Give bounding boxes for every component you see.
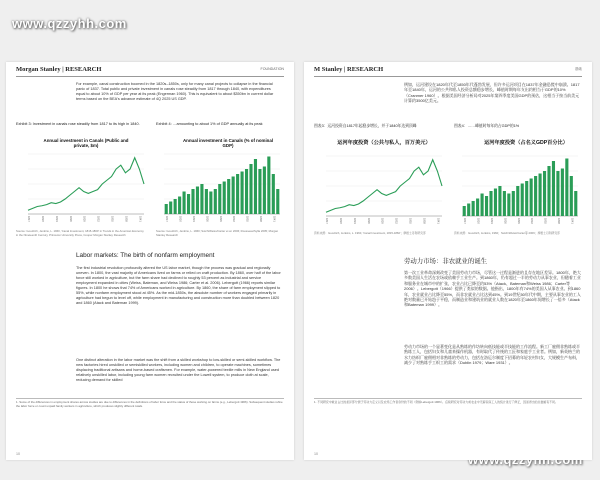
chart-title-2: 运河年度投资（占名义GDP百分比） xyxy=(484,140,568,146)
left-page xyxy=(6,62,294,460)
body-paragraph-2: 劳动力市场的一个显著变化是从熟练的作坊转向低技能或半技能的工作流程。新工厂雇佣非熟练或半熟练工人，包括妇女和儿童来操作机器，有时取代了传统的工匠和家庭手工业者。例如，新英格兰的水力纺织厂雇佣相对非熟练的劳动力，包括在洛厄尔制度下招募的年轻农村妇女，大规模生产布料，减少了对熟练手工织工的需求（Dublin 1979；Ware 1931）。 xyxy=(404,344,580,366)
line-chart-canal-investment xyxy=(22,152,146,224)
tick-label: 1838 xyxy=(124,216,128,222)
tick-label: 1817 xyxy=(165,216,169,222)
bar xyxy=(481,194,484,217)
right-page xyxy=(304,62,592,460)
bar xyxy=(183,192,186,215)
bar xyxy=(245,169,248,214)
bar xyxy=(205,189,208,214)
tick-label: 1835 xyxy=(408,218,412,224)
tick-label: 1841 xyxy=(138,216,142,222)
body-paragraph-1: The first industrial revolution profoundly altered the US labor market, though the process was gradual and regionally uneven. In 1800, the vast majority of Americans lived on farms or relied on craft production. By 1860, over half of the labor force still worked in agriculture, but the farm share had declined to roughly 53 percent as industrial and service employment expanded in cities (Weiss, Bateman, and Weiss 1986; Carter et al. 2006). Lebergott (1966) reports similar figures. In 1800 he shows that 74% of Americans worked in agriculture. By 1860, the share of farm employment slipped to 55%, while nonfarm employment stood at 45%. As the mid-1850s, the absolute number of workers engaged primarily in agriculture had begun to level off, while employment in manufacturing and construction more than doubled between 1820 and 1860 (Atack and Bateman 1999). xyxy=(76,266,281,305)
bar xyxy=(249,164,252,214)
bar xyxy=(174,199,177,214)
tick-label: 1820 xyxy=(338,218,342,224)
bar xyxy=(232,177,235,215)
tick-label: 1835 xyxy=(245,216,249,222)
page-number: 10 xyxy=(314,452,318,456)
tick-label: 1817 xyxy=(325,218,328,224)
bar xyxy=(539,174,542,217)
bar xyxy=(276,189,279,214)
source-note-2: Source: Goodrich, Jenkins, L. 1960; Sutch/Weiss/Carter et al. 2006; Rousseau/Sylla 2005; Morgan Stanley Research xyxy=(156,229,279,237)
tick-label: 1820 xyxy=(178,216,182,222)
watermark-top: www.qzzyhh.com xyxy=(12,16,127,31)
bar xyxy=(574,191,577,216)
bar-chart-canal-gdp xyxy=(456,154,580,226)
bar xyxy=(254,159,257,214)
page-header xyxy=(16,66,284,77)
tick-label: 1823 xyxy=(352,218,356,224)
bar xyxy=(534,176,537,216)
bar xyxy=(489,191,492,216)
source-note-1: Source: Goodrich, Jenkins, L. 1960, 'Canal Investment, 1815-1860' in Trends in the American Economy in the Nineteenth Century, Princeton University Press, Cooper Morgan Stanley Research xyxy=(16,229,144,237)
tick-label: 1838 xyxy=(422,218,426,224)
tick-label: 1841 xyxy=(570,218,574,224)
bar xyxy=(241,172,244,215)
bar xyxy=(272,174,275,214)
bar xyxy=(236,174,239,214)
tick-label: 1823 xyxy=(490,218,493,224)
exhibit-caption-1: Exhibit 3: Investment in canals rose steadily from 1817 to its high in 1840. xyxy=(16,122,140,126)
bar xyxy=(463,206,466,216)
bar xyxy=(223,182,226,215)
bar xyxy=(178,197,181,215)
bar xyxy=(214,189,217,214)
bar xyxy=(467,204,470,217)
bar xyxy=(476,199,479,217)
bar xyxy=(191,189,194,214)
header-label: FOUNDATION xyxy=(260,67,284,71)
brand-logo: M Stanley | RESEARCH xyxy=(314,66,384,73)
tick-label: 1841 xyxy=(272,216,276,222)
body-paragraph-2: One distinct alteration in the labor market was the shift from a skilled workshop to low-skilled or semi-skilled workflow. The new factories hired unskilled or semiskilled workers, including women and children, to operate machines, sometimes displacing traditional artisans and home-based craftsmen. For example, water-powered textile mills in New England used relatively unskilled labor, including young farm women recruited under the Lowell system, to produce cloth at scale, reducing demand for skilled xyxy=(76,358,281,382)
page-number: 10 xyxy=(16,452,20,456)
tick-label: 1832 xyxy=(394,218,398,224)
bar xyxy=(561,169,564,217)
bar xyxy=(169,202,172,215)
exhibit-caption-2: Exhibit 4: …amounting to about 1% of GDP annually at its peak xyxy=(156,122,263,126)
source-note-1: 资料来源：Goodrich, Jenkins, L. 1960, 'Canal Investment, 1815-1860'；摩根士丹利研究部 xyxy=(314,231,426,235)
intro-paragraph: 例如，运河建设在1820年代至1850年代蓬勃发展，但许多运河项目在1837年金融恐慌中崩溃。1817年至1840年，运河的公共和私人投资总额稳步增长，峰值时期每年支出约相当于GDP的10%（Cranmer 1960）。根据美国经济分析局对2025年第四季度美国GDP的预估，这相当于按当前美元计算约3500亿美元。 xyxy=(404,82,580,104)
bar xyxy=(472,201,475,216)
tick-label: 1829 xyxy=(516,218,520,224)
source-note-2: 资料来源：Goodrich, Jenkins, 1960；Sutch/Weiss/Carter等 2006；摩根士丹利研究部 xyxy=(454,231,560,235)
tick-label: 1829 xyxy=(218,216,222,222)
tick-label: 1841 xyxy=(436,218,440,224)
tick-label: 1826 xyxy=(205,216,209,222)
brand-logo: Morgan Stanley | RESEARCH xyxy=(16,66,102,73)
bar xyxy=(200,184,203,214)
bar xyxy=(516,186,519,216)
bar xyxy=(512,191,515,216)
footnote: 1. Some of the differences in employment shares across studies are due to differences in the definitions of labor force and the status of those working on farms (e.g., Lebergott 1966). Subsequent studies refine the labor force or count unpaid family workers in agriculture, which produces slightly different totals. xyxy=(16,400,283,408)
bar xyxy=(165,204,168,214)
bar xyxy=(521,184,524,217)
bar xyxy=(267,157,270,215)
bar xyxy=(556,171,559,216)
tick-label: 1829 xyxy=(82,216,86,222)
bar xyxy=(525,181,528,216)
bar xyxy=(543,171,546,216)
tick-label: 1835 xyxy=(543,218,547,224)
tick-label: 1832 xyxy=(530,218,534,224)
intro-paragraph: For example, canal construction boomed in the 1820s–1850s, only for many canal projects to collapse in the financial panic of 1837. Total public and private investment in canals rose steadily from 1817 through 1840, with expenditures equal to about 10% of GDP per year at its peak (Engerman 1960). This is equivalent to about $350bn in current dollar terms based on the BEA's advance estimate of 4Q 2025 US GDP. xyxy=(76,82,274,101)
tick-label: 1817 xyxy=(27,216,30,222)
tick-label: 1832 xyxy=(96,216,100,222)
chart-title-1: 运河年度投资（公共与私人，百万美元） xyxy=(337,140,431,146)
line-chart-canal-investment xyxy=(320,154,444,226)
bar xyxy=(547,166,550,216)
tick-label: 1823 xyxy=(54,216,58,222)
bar xyxy=(196,187,199,215)
bar xyxy=(498,186,501,216)
tick-label: 1823 xyxy=(192,216,195,222)
tick-label: 1838 xyxy=(556,218,560,224)
bar xyxy=(227,179,230,214)
tick-label: 1826 xyxy=(68,216,72,222)
bar xyxy=(503,191,506,216)
bar xyxy=(258,169,261,214)
exhibit-caption-1: 图表3：运河投资自1817年起稳步增长，并于1840年达到顶峰 xyxy=(314,124,417,128)
header-label: 基础 xyxy=(574,67,582,71)
body-paragraph-1: 第一次工业革命深刻改变了美国劳动力市场，尽管这一过程是渐进的且存在地区差异。1800年，绝大多数美国人生活在农场或依赖手工业生产。到1860年，仍有超过一半的劳动力从事农业，但随着工业和服务业在城市中的扩张，农业占比已降至约53%（Atack、Bateman和Weiss 1986；Carter等 2006）。Lebergott（1966）提供了类似的数据。他指出，1800年有74%的美国人从事农业。到1860年，农业就业占比降至55%，而非农就业占比达到45%。到19世纪50年代中期，主要从事农业的工人绝对数量已开始趋于平稳，而制造业和建筑业的就业人数在1820年至1860年间增长了一倍多（Atack和Bateman 1999）。 xyxy=(404,270,581,308)
bar xyxy=(565,159,568,217)
tick-label: 1817 xyxy=(463,218,467,224)
bar xyxy=(187,194,190,214)
tick-label: 1829 xyxy=(380,218,384,224)
tick-label: 1826 xyxy=(366,218,370,224)
bar xyxy=(485,196,488,216)
exhibit-caption-2: 图表4：……峰值时每年约占GDP的1% xyxy=(454,124,520,128)
tick-label: 1820 xyxy=(40,216,44,222)
bar xyxy=(530,179,533,217)
section-heading: Labor markets: The birth of nonfarm employment xyxy=(76,252,215,259)
bar-chart-canal-gdp xyxy=(158,152,282,224)
bar xyxy=(507,194,510,217)
bar xyxy=(570,176,573,216)
tick-label: 1826 xyxy=(503,218,507,224)
page-header xyxy=(314,66,582,77)
tick-label: 1820 xyxy=(476,218,480,224)
tick-label: 1832 xyxy=(232,216,236,222)
bar xyxy=(218,184,221,214)
tick-label: 1838 xyxy=(258,216,262,222)
section-heading: 劳动力市场：非农就业的诞生 xyxy=(404,258,488,265)
chart-title-1: Annual investment in Canals (Public and private, $m) xyxy=(43,138,129,149)
bar xyxy=(263,167,266,215)
bar xyxy=(209,192,212,215)
chart-title-2: Annual investment in Canals (% of nominal GDP) xyxy=(182,138,274,149)
bar xyxy=(552,161,555,216)
footnote: 1. 不同研究中就业占比的差异部分源于劳动力定义以及农场工作者身份的不同（例如Lebergott 1966）。后续研究对劳动力或农业中无薪家庭工人的统计进行了修正，因而得出的总数略有不同。 xyxy=(314,398,582,405)
tick-label: 1835 xyxy=(110,216,114,222)
bar xyxy=(494,189,497,217)
